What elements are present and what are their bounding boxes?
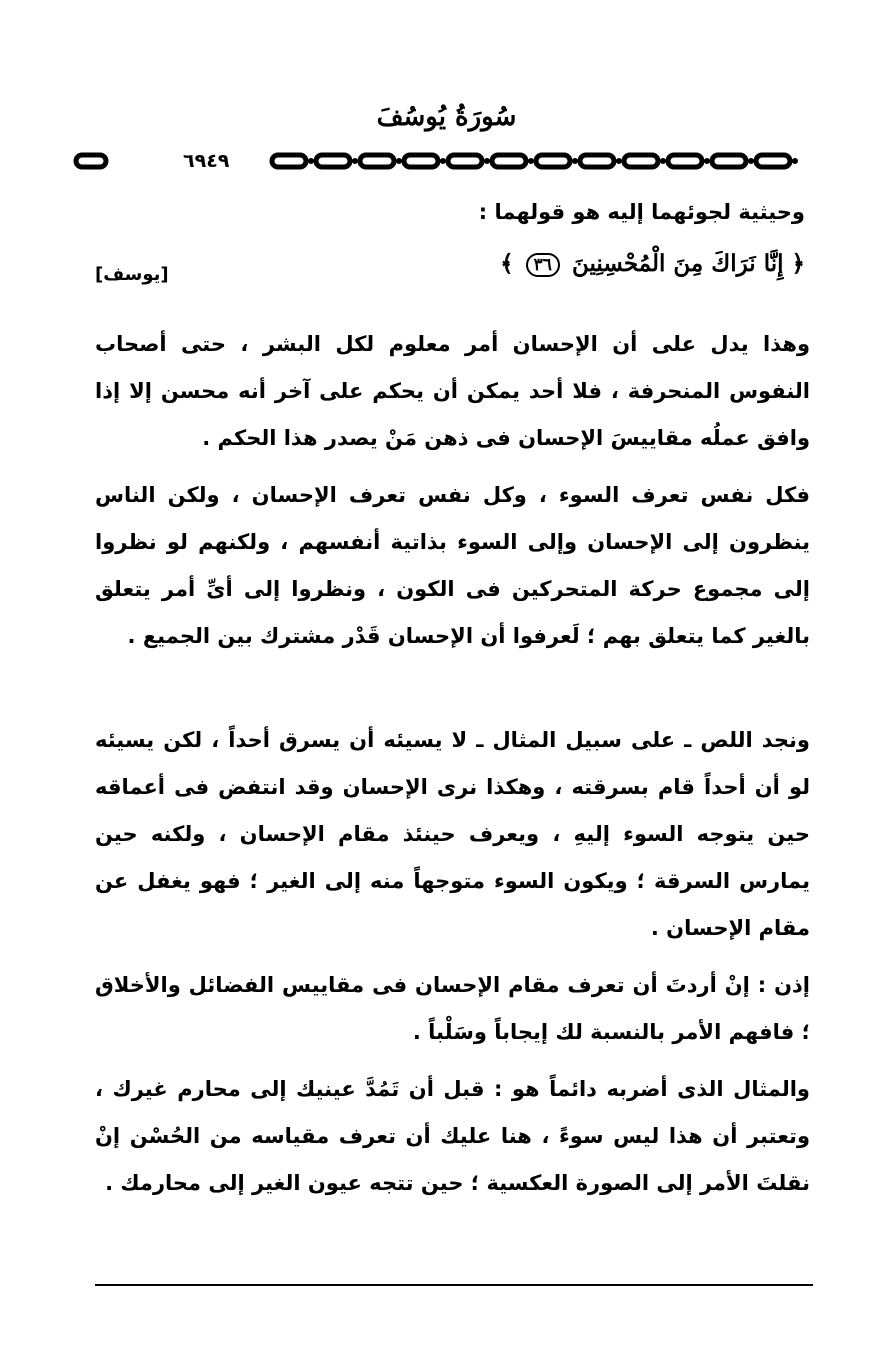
verse-text: إِنَّا نَرَاكَ مِنَ الْمُحْسِنِينَ <box>571 250 784 277</box>
chain-link <box>580 155 614 167</box>
chain-dot <box>704 158 710 164</box>
chain-dot <box>352 158 358 164</box>
chain-link <box>404 155 438 167</box>
chain-link <box>712 155 746 167</box>
footer-rule <box>95 1284 813 1286</box>
chain-link <box>448 155 482 167</box>
paragraph: فكل نفس تعرف السوء ، وكل نفس تعرف الإحسان ، ولكن الناس ينظرون إلى الإحسان وإلى السوء بذاتية أنفسهم ، ولكنهم لو نظروا إلى مجموع حركة المتحركين فى الكون ، ونظروا إلى أىِّ أمر يتعلق بالغير كما يتعلق بهم ؛ لَعرفوا أن الإحسان قَدْر مشترك بين الجميع . <box>95 483 810 648</box>
paragraph: وهذا يدل على أن الإحسان أمر معلوم لكل البشر ، حتى أصحاب النفوس المنحرفة ، فلا أحد يمكن أن يحكم على آخر أنه محسن إلا إذا وافق عملُه مقاييسَ الإحسان فى ذهن مَنْ يصدر هذا الحكم . <box>95 332 810 450</box>
chain-dot <box>484 158 490 164</box>
paragraph: إذن : إنْ أردتَ أن تعرف مقام الإحسان فى مقاييس الفضائل والأخلاق ؛ فافهم الأمر بالنسبة لك إيجاباً وسَلْباً . <box>95 973 810 1044</box>
surah-title: سُورَةُ يُوسُفَ <box>376 102 517 132</box>
paragraph: والمثال الذى أضربه دائماً هو : قبل أن تَمُدَّ عينيك إلى محارم غيرك ، وتعتبر أن هذا ليس سوءً ، هنا عليك أن تعرف مقياسه من الحُسْن إنْ نقلتَ الأمر إلى الصورة العكسية ؛ حين تتجه عيون الغير إلى محارمك . <box>95 1077 810 1195</box>
chain-link <box>668 155 702 167</box>
verse-number: ٣٦ <box>526 253 560 277</box>
chain-dot <box>792 158 798 164</box>
chain-dot <box>396 158 402 164</box>
verse-open-bracket: ﴿ <box>791 250 805 277</box>
chain-link <box>76 155 106 167</box>
chain-link <box>360 155 394 167</box>
chain-link <box>756 155 790 167</box>
chain-dot <box>660 158 666 164</box>
chain-dot <box>616 158 622 164</box>
verse-close-bracket: ﴾ <box>500 250 514 277</box>
chain-dot <box>308 158 314 164</box>
page-number: ٦٩٤٩ <box>180 148 232 174</box>
chain-dot <box>748 158 754 164</box>
paragraph: ونجد اللص ـ على سبيل المثال ـ لا يسيئه أن يسرق أحداً ، لكن يسيئه لو أن أحداً قام بسرقته ، وهكذا نرى الإحسان وقد انتفض فى أعماقه حين يتوجه السوء إليهِ ، ويعرف حينئذ مقام الإحسان ، ولكنه حين يمارس السرقة ؛ ويكون السوء متوجهاً منه إلى الغير ؛ فهو يغفل عن مقام الإحسان . <box>95 728 810 940</box>
chain-link <box>492 155 526 167</box>
chain-link <box>316 155 350 167</box>
quran-verse-row <box>95 250 805 290</box>
quran-verse <box>500 250 805 277</box>
chain-link <box>536 155 570 167</box>
chain-link <box>624 155 658 167</box>
chain-link <box>272 155 306 167</box>
decorative-chain-border <box>72 148 834 174</box>
chain-dot <box>440 158 446 164</box>
chain-dot <box>528 158 534 164</box>
intro-line: وحيثية لجوئهما إليه هو قولهما : <box>478 200 805 224</box>
chain-dot <box>572 158 578 164</box>
surah-reference: [يوسف] <box>95 264 169 285</box>
